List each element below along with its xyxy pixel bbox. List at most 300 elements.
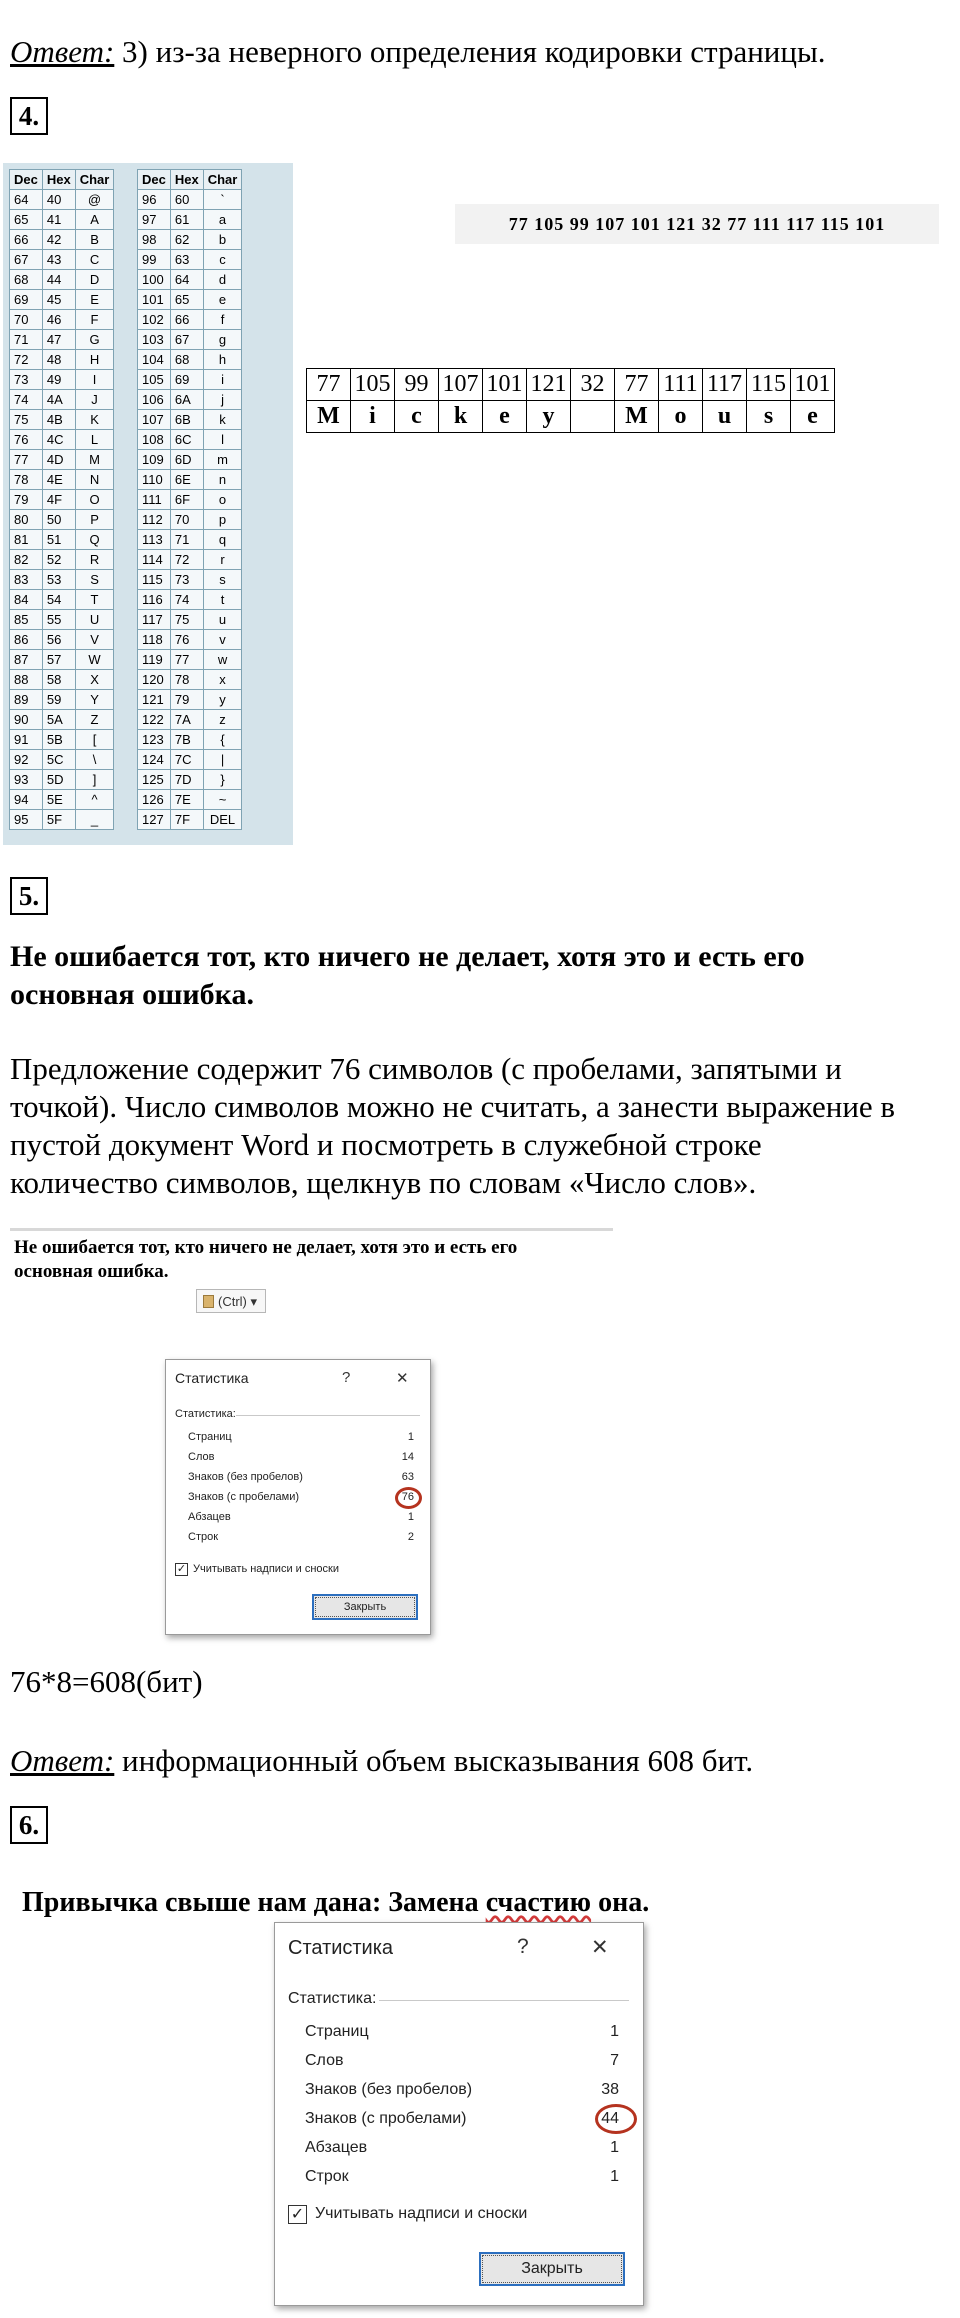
ascii-row [10,290,114,310]
ascii-char-cell: c [203,250,242,270]
ascii-char-cell: S [75,570,114,590]
decode-letter-cell: c [395,401,439,433]
ascii-hex-cell: 64 [170,270,203,290]
ascii-table-image [3,163,293,845]
explain-line-3: пустой документ Word и посмотреть в служебной строке [10,1127,762,1162]
ascii-row [138,550,242,570]
ascii-char-cell: a [203,210,242,230]
ascii-table-right [137,169,242,830]
ascii-row [10,790,114,810]
ascii-row [10,410,114,430]
ascii-hex-cell: 44 [42,270,75,290]
help-icon[interactable]: ? [517,1935,529,1958]
statistics-dialog-1 [165,1359,431,1635]
ascii-char-cell: r [203,550,242,570]
stat-value: 2 [407,1531,414,1543]
decode-letter-cell: y [527,401,571,433]
stat-row-pages [188,1431,414,1447]
decode-letter-cell: o [659,401,703,433]
ascii-hex-cell: 72 [170,550,203,570]
close-button[interactable] [312,1594,418,1620]
ascii-header-row [10,170,114,190]
help-icon[interactable]: ? [342,1369,351,1386]
ascii-char-cell: q [203,530,242,550]
shot-line-1: Не ошибается тот, кто ничего не делает, хотя это и есть его [14,1237,518,1258]
ascii-dec-cell: 66 [10,230,43,250]
ascii-char-cell: m [203,450,242,470]
ascii-dec-cell: 86 [10,630,43,650]
ascii-row [10,810,114,830]
ascii-row [138,290,242,310]
ascii-hex-cell: 6B [170,410,203,430]
ascii-header-dec: Dec [138,170,171,190]
ascii-row [138,210,242,230]
shot-line-2: основная ошибка. [14,1261,169,1282]
decode-letter-cell: M [615,401,659,433]
dialog-title: Статистика [288,1937,394,1959]
ascii-header-char: Char [203,170,242,190]
ascii-row [10,630,114,650]
ascii-dec-cell: 67 [10,250,43,270]
ascii-dec-cell: 122 [138,710,171,730]
answer-label: Ответ: [10,1743,115,1778]
ascii-hex-cell: 7A [170,710,203,730]
ascii-char-cell: ~ [203,790,242,810]
ascii-row [10,670,114,690]
ascii-dec-cell: 113 [138,530,171,550]
stat-label: Знаков (с пробелами) [305,2110,467,2127]
answer-label: Ответ: [10,34,115,69]
ascii-hex-cell: 6A [170,390,203,410]
decode-letter-cell: k [439,401,483,433]
ascii-dec-cell: 71 [10,330,43,350]
ascii-dec-cell: 111 [138,490,171,510]
ascii-dec-cell: 105 [138,370,171,390]
ascii-hex-cell: 63 [170,250,203,270]
ascii-char-cell: } [203,770,242,790]
ascii-dec-cell: 81 [10,530,43,550]
ascii-hex-cell: 7E [170,790,203,810]
ascii-dec-cell: 77 [10,450,43,470]
ascii-char-cell: V [75,630,114,650]
stat-value: 1 [610,2168,619,2185]
ascii-hex-cell: 67 [170,330,203,350]
ascii-hex-cell: 4D [42,450,75,470]
ascii-char-cell: DEL [203,810,242,830]
ascii-dec-cell: 97 [138,210,171,230]
ascii-char-cell: t [203,590,242,610]
ascii-char-cell: K [75,410,114,430]
ascii-hex-cell: 58 [42,670,75,690]
task-number-6: 6. [10,1806,48,1844]
ascii-char-cell: X [75,670,114,690]
ascii-char-cell: w [203,650,242,670]
ascii-dec-cell: 73 [10,370,43,390]
decode-code-cell: 77 [307,369,351,401]
ascii-char-cell: p [203,510,242,530]
formula: 76*8=608(бит) [10,1664,203,1699]
word-screenshot-text [14,1236,614,1284]
include-textboxes-checkbox[interactable] [175,1563,188,1576]
code-sequence-strip: 77 105 99 107 101 121 32 77 111 117 115 101 [455,204,939,244]
ascii-hex-cell: 48 [42,350,75,370]
ascii-hex-cell: 78 [170,670,203,690]
ascii-char-cell: y [203,690,242,710]
ascii-header-dec: Dec [10,170,43,190]
task-number-4: 4. [10,97,48,135]
decode-code-cell: 107 [439,369,483,401]
decode-letter-cell: M [307,401,351,433]
highlight-circle [595,2104,637,2134]
stat-row-lines [305,2168,619,2190]
decode-code-cell: 105 [351,369,395,401]
ascii-hex-cell: 75 [170,610,203,630]
paste-options-label: (Ctrl) ▾ [218,1294,258,1309]
ascii-char-cell: [ [75,730,114,750]
ascii-dec-cell: 119 [138,650,171,670]
ascii-row [10,770,114,790]
ascii-row [138,330,242,350]
ascii-row [10,450,114,470]
stat-value: 38 [601,2081,619,2098]
decode-letter-cell: i [351,401,395,433]
decode-code-cell: 101 [791,369,835,401]
ascii-char-cell: F [75,310,114,330]
ascii-row [138,690,242,710]
ascii-hex-cell: 4F [42,490,75,510]
ascii-dec-cell: 125 [138,770,171,790]
ascii-row [138,350,242,370]
ascii-char-cell: j [203,390,242,410]
task5-quote [10,938,950,1014]
ascii-hex-cell: 5F [42,810,75,830]
ascii-char-cell: n [203,470,242,490]
decode-code-cell: 117 [703,369,747,401]
ascii-dec-cell: 114 [138,550,171,570]
ascii-row [138,450,242,470]
ascii-hex-cell: 62 [170,230,203,250]
ascii-dec-cell: 64 [10,190,43,210]
decode-code-cell: 115 [747,369,791,401]
ascii-table-left [9,169,114,830]
ascii-hex-cell: 70 [170,510,203,530]
ascii-hex-cell: 5C [42,750,75,770]
ascii-row [138,310,242,330]
ascii-char-cell: M [75,450,114,470]
ascii-char-cell: Y [75,690,114,710]
ascii-dec-cell: 127 [138,810,171,830]
ascii-hex-cell: 66 [170,310,203,330]
close-button-label: Закрыть [521,2260,583,2277]
ascii-hex-cell: 46 [42,310,75,330]
ascii-row [10,210,114,230]
ascii-dec-cell: 96 [138,190,171,210]
ascii-char-cell: W [75,650,114,670]
ascii-char-cell: P [75,510,114,530]
ascii-row [138,570,242,590]
ascii-row [138,250,242,270]
ascii-row [138,430,242,450]
stat-label: Страниц [305,2023,369,2040]
ascii-hex-cell: 76 [170,630,203,650]
dialog-section-label: Статистика: [288,1990,377,2007]
quote-part-1: Привычка свыше нам дана: Замена [22,1887,486,1918]
decode-letter-cell: e [791,401,835,433]
stat-label: Знаков (с пробелами) [188,1491,300,1503]
answer-text: 3) из-за неверного определения кодировки страницы. [114,34,826,69]
ascii-dec-cell: 120 [138,670,171,690]
ascii-row [138,230,242,250]
paste-options-button[interactable] [196,1289,266,1313]
ascii-dec-cell: 101 [138,290,171,310]
ascii-dec-cell: 92 [10,750,43,770]
ascii-row [10,250,114,270]
stat-row-words [188,1451,414,1467]
ascii-row [10,590,114,610]
ascii-char-cell: N [75,470,114,490]
stat-label: Знаков (без пробелов) [305,2081,473,2098]
ascii-hex-cell: 57 [42,650,75,670]
ascii-row [10,650,114,670]
stat-row-chars-with-spaces [188,1491,414,1507]
ascii-hex-cell: 51 [42,530,75,550]
ascii-char-cell: _ [75,810,114,830]
ascii-dec-cell: 115 [138,570,171,590]
quote-misspelled-word: счастию [485,1887,592,1918]
ascii-row [138,190,242,210]
ascii-dec-cell: 106 [138,390,171,410]
task6-quote [22,1884,942,1922]
close-icon[interactable]: ✕ [591,1936,609,1959]
close-icon[interactable]: ✕ [396,1370,409,1387]
ascii-row [10,390,114,410]
section-divider [236,1415,420,1416]
ascii-dec-cell: 74 [10,390,43,410]
ascii-char-cell: f [203,310,242,330]
answer-task5 [10,1742,950,1780]
stat-label: Абзацев [305,2139,368,2156]
ascii-char-cell: G [75,330,114,350]
ascii-hex-cell: 69 [170,370,203,390]
decode-code-cell: 111 [659,369,703,401]
ascii-hex-cell: 4A [42,390,75,410]
ascii-char-cell: U [75,610,114,630]
close-button-label: Закрыть [343,1601,387,1613]
ascii-hex-cell: 74 [170,590,203,610]
stat-label: Абзацев [188,1511,231,1523]
ascii-dec-cell: 90 [10,710,43,730]
ascii-dec-cell: 83 [10,570,43,590]
ascii-row [138,710,242,730]
ascii-row [10,310,114,330]
ascii-dec-cell: 79 [10,490,43,510]
ascii-char-cell: A [75,210,114,230]
close-button[interactable] [479,2252,625,2286]
stat-label: Знаков (без пробелов) [188,1471,303,1483]
ascii-dec-cell: 109 [138,450,171,470]
ascii-dec-cell: 68 [10,270,43,290]
ascii-dec-cell: 124 [138,750,171,770]
stat-value: 7 [610,2052,619,2069]
ascii-row [10,730,114,750]
stat-value: 1 [407,1511,414,1523]
ascii-hex-cell: 4C [42,430,75,450]
ascii-header-char: Char [75,170,114,190]
dialog-title: Статистика [175,1370,249,1386]
ascii-hex-cell: 5E [42,790,75,810]
ascii-char-cell: Z [75,710,114,730]
ascii-char-cell: u [203,610,242,630]
ascii-dec-cell: 110 [138,470,171,490]
ascii-dec-cell: 108 [138,430,171,450]
answer-task3 [10,33,950,71]
ascii-hex-cell: 54 [42,590,75,610]
check-mark-icon: ✓ [176,1563,187,1575]
ascii-hex-cell: 5D [42,770,75,790]
ascii-char-cell: i [203,370,242,390]
ascii-dec-cell: 88 [10,670,43,690]
stat-label: Слов [305,2052,344,2069]
ascii-hex-cell: 53 [42,570,75,590]
ascii-dec-cell: 72 [10,350,43,370]
ascii-hex-cell: 50 [42,510,75,530]
ascii-row [138,410,242,430]
ascii-hex-cell: 6C [170,430,203,450]
ascii-row [10,190,114,210]
ascii-row [10,330,114,350]
ascii-dec-cell: 99 [138,250,171,270]
ascii-dec-cell: 82 [10,550,43,570]
ascii-char-cell: E [75,290,114,310]
ascii-row [138,790,242,810]
ascii-row [138,610,242,630]
ascii-dec-cell: 89 [10,690,43,710]
ascii-hex-cell: 41 [42,210,75,230]
ascii-dec-cell: 107 [138,410,171,430]
ascii-hex-cell: 60 [170,190,203,210]
ascii-char-cell: I [75,370,114,390]
stat-row-pages [305,2023,619,2045]
ascii-char-cell: \ [75,750,114,770]
section-divider [379,2000,629,2001]
explain-line-1: Предложение содержит 76 символов (с пробелами, запятыми и [10,1051,842,1086]
ascii-char-cell: O [75,490,114,510]
ascii-row [10,470,114,490]
ascii-hex-cell: 4E [42,470,75,490]
ascii-char-cell: k [203,410,242,430]
decode-letter-cell: u [703,401,747,433]
check-mark-icon: ✓ [290,2206,305,2223]
explain-line-2: точкой). Число символов можно не считать, а занести выражение в [10,1089,896,1124]
ascii-char-cell: x [203,670,242,690]
ascii-dec-cell: 116 [138,590,171,610]
decode-code-cell: 99 [395,369,439,401]
answer-text: информационный объем высказывания 608 бит. [114,1743,754,1778]
ascii-row [10,510,114,530]
ascii-hex-cell: 42 [42,230,75,250]
ascii-dec-cell: 104 [138,350,171,370]
ascii-dec-cell: 85 [10,610,43,630]
ascii-hex-cell: 79 [170,690,203,710]
include-textboxes-checkbox[interactable] [288,2205,307,2224]
ascii-char-cell: H [75,350,114,370]
ascii-hex-cell: 43 [42,250,75,270]
ascii-row [10,710,114,730]
ascii-hex-cell: 7B [170,730,203,750]
ascii-char-cell: s [203,570,242,590]
ascii-dec-cell: 84 [10,590,43,610]
dialog-section-label: Статистика: [175,1408,236,1420]
ascii-row [10,370,114,390]
decode-code-cell: 101 [483,369,527,401]
ascii-row [10,570,114,590]
ascii-row [138,650,242,670]
ascii-dec-cell: 78 [10,470,43,490]
stat-label: Слов [188,1451,215,1463]
stat-label: Строк [188,1531,219,1543]
ascii-char-cell: T [75,590,114,610]
ascii-hex-cell: 73 [170,570,203,590]
ascii-row [138,370,242,390]
ascii-char-cell: Q [75,530,114,550]
ascii-header-row [138,170,242,190]
ascii-row [138,670,242,690]
ascii-row [10,350,114,370]
ascii-dec-cell: 87 [10,650,43,670]
ascii-char-cell: h [203,350,242,370]
ascii-dec-cell: 65 [10,210,43,230]
ascii-char-cell: ^ [75,790,114,810]
ascii-row [10,690,114,710]
decode-code-cell: 32 [571,369,615,401]
ascii-row [138,630,242,650]
ascii-char-cell: ` [203,190,242,210]
task5-explanation [10,1050,950,1202]
ascii-dec-cell: 80 [10,510,43,530]
ascii-char-cell: o [203,490,242,510]
ascii-hex-cell: 6F [170,490,203,510]
ascii-char-cell: D [75,270,114,290]
stat-value: 1 [407,1431,414,1443]
ascii-row [10,530,114,550]
ascii-char-cell: z [203,710,242,730]
quote-line-2: основная ошибка. [10,978,255,1011]
ascii-hex-cell: 5A [42,710,75,730]
ascii-row [138,490,242,510]
ascii-row [10,490,114,510]
ascii-row [138,510,242,530]
ascii-dec-cell: 121 [138,690,171,710]
ascii-hex-cell: 5B [42,730,75,750]
stat-value: 1 [610,2023,619,2040]
stat-row-paragraphs [305,2139,619,2161]
ascii-char-cell: | [203,750,242,770]
ascii-hex-cell: 65 [170,290,203,310]
ascii-dec-cell: 94 [10,790,43,810]
decode-letter-cell [571,401,615,433]
ascii-dec-cell: 91 [10,730,43,750]
ascii-hex-cell: 52 [42,550,75,570]
ascii-row [10,430,114,450]
stat-label: Страниц [188,1431,232,1443]
ascii-hex-cell: 40 [42,190,75,210]
ascii-char-cell: R [75,550,114,570]
ascii-hex-cell: 59 [42,690,75,710]
ascii-hex-cell: 7F [170,810,203,830]
ascii-dec-cell: 118 [138,630,171,650]
ascii-dec-cell: 117 [138,610,171,630]
decode-letter-cell: s [747,401,791,433]
